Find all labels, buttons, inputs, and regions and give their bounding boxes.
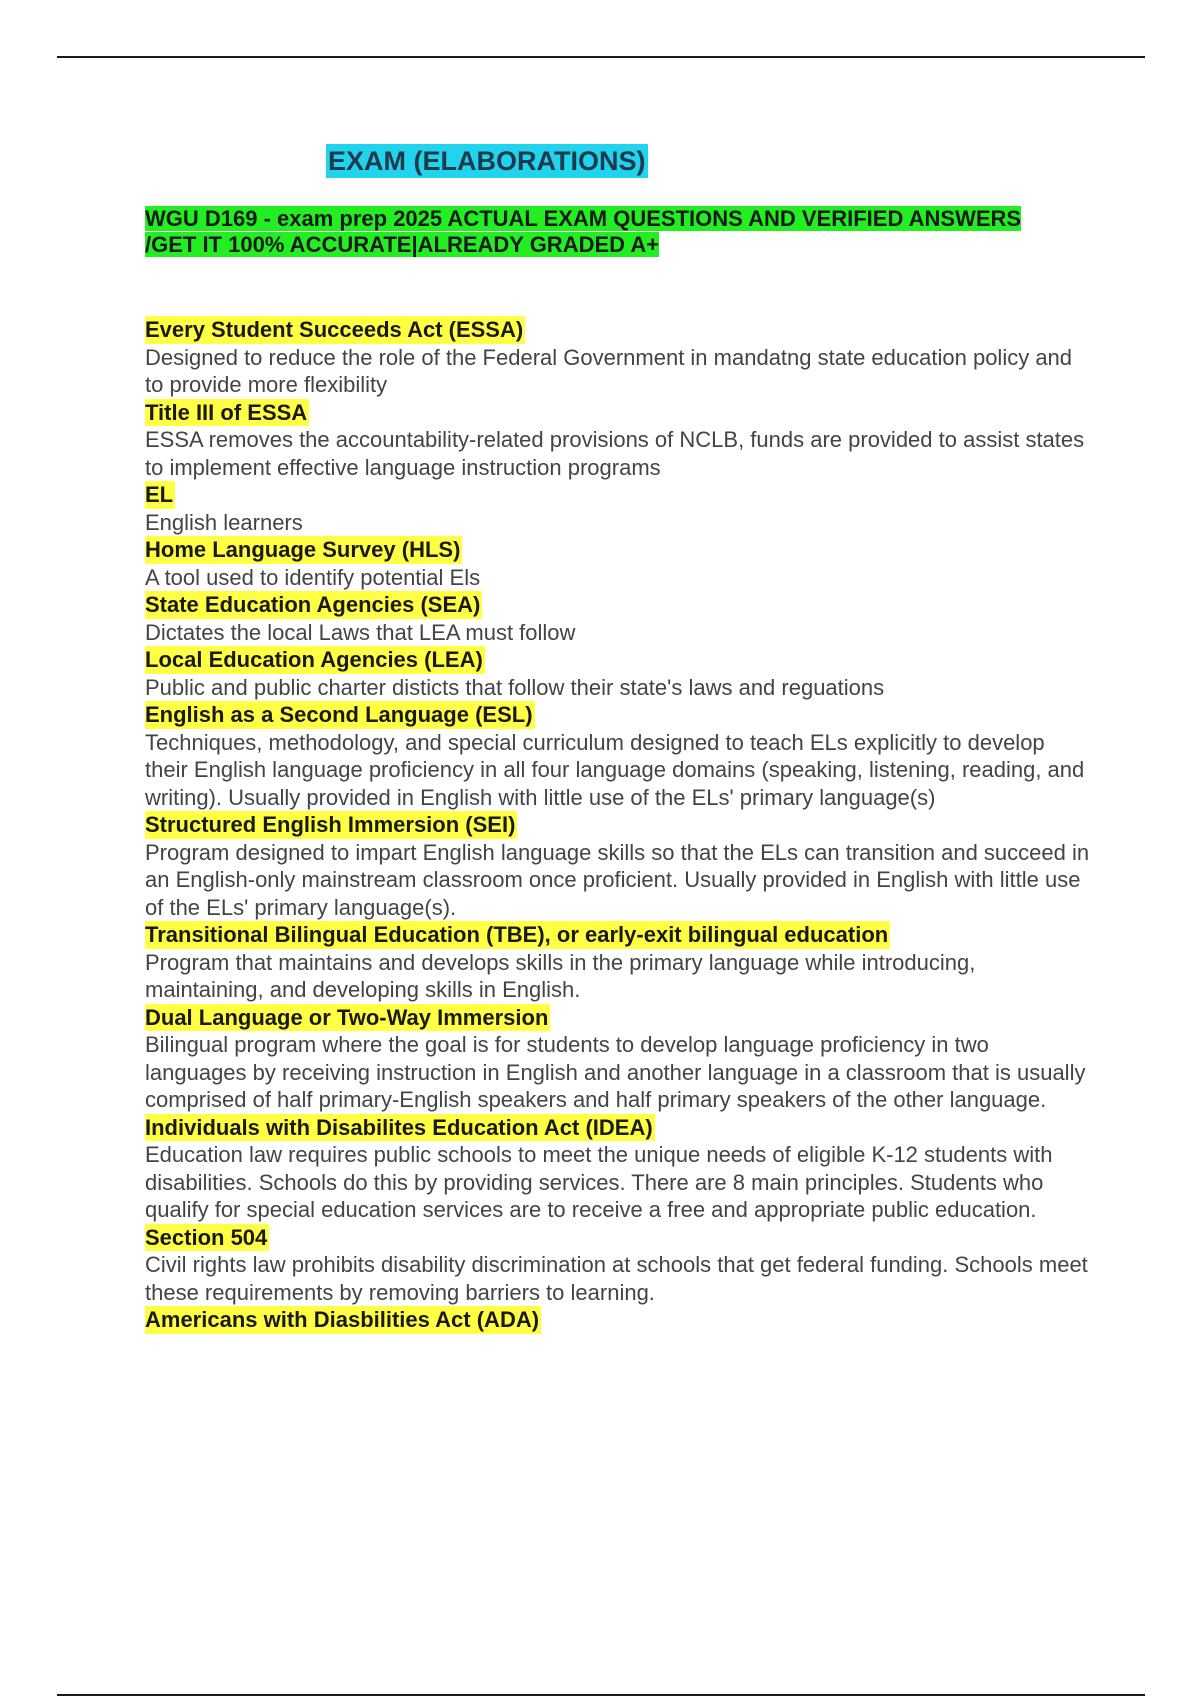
- glossary-term: Dual Language or Two-Way Immersion: [145, 1004, 549, 1030]
- document-title: EXAM (ELABORATIONS): [328, 146, 646, 176]
- glossary-entry: [145, 921, 1090, 1004]
- glossary-definition: Designed to reduce the role of the Federal Government in mandatng state education policy and to provide more flexibility: [145, 344, 1073, 397]
- bottom-rule: [57, 1694, 1145, 1696]
- glossary-definition: Techniques, methodology, and special curriculum designed to teach ELs explicitly to develop their English language proficiency in all four language domains (speaking, listening, reading, and writing). Usually provided in English with little use of the ELs' primary language(s): [145, 729, 1085, 810]
- glossary-definition: Bilingual program where the goal is for students to develop language proficiency in two languages by receiving instruction in English and another language in a classroom that is usually comprised of half primary-English speakers and half primary speakers of the other language.: [145, 1032, 1086, 1112]
- glossary-entry: [145, 316, 1090, 399]
- glossary-term: Structured English Immersion (SEI): [145, 812, 516, 837]
- glossary-entry: [145, 1114, 1090, 1224]
- glossary-entries: [145, 316, 1090, 1334]
- glossary-term: Americans with Diasbilities Act (ADA): [145, 1307, 540, 1332]
- glossary-definition: Program that maintains and develops skills in the primary language while introducing, maintaining, and developing skills in English.: [145, 949, 976, 1002]
- glossary-definition: A tool used to identify potential Els: [145, 564, 481, 590]
- glossary-entry: [145, 701, 1090, 811]
- top-rule: [57, 56, 1145, 58]
- glossary-definition: Program designed to impart English language skills so that the ELs can transition and succeed in an English-only mainstream classroom once proficient. Usually provided in English with little use of the ELs' primary language(s).: [145, 839, 1090, 920]
- glossary-entry: [145, 1224, 1090, 1307]
- glossary-definition: ESSA removes the accountability-related provisions of NCLB, funds are provided to assist states to implement effective language instruction programs: [145, 427, 1085, 480]
- glossary-term: Every Student Succeeds Act (ESSA): [145, 317, 524, 342]
- glossary-term: Title III of ESSA: [145, 399, 308, 425]
- glossary-definition: English learners: [145, 509, 303, 535]
- glossary-entry: [145, 646, 1090, 701]
- document-subtitle: [145, 206, 1045, 258]
- glossary-term: State Education Agencies (SEA): [145, 592, 481, 617]
- glossary-definition: Public and public charter disticts that follow their state's laws and reguations: [145, 674, 885, 700]
- glossary-term: Home Language Survey (HLS): [145, 537, 461, 562]
- glossary-entry: [145, 1306, 1090, 1334]
- glossary-definition: Dictates the local Laws that LEA must follow: [145, 619, 576, 645]
- glossary-term: Local Education Agencies (LEA): [145, 647, 483, 672]
- glossary-entry: [145, 399, 1090, 482]
- glossary-entry: [145, 536, 1090, 591]
- glossary-entry: [145, 481, 1090, 536]
- glossary-entry: [145, 811, 1090, 921]
- glossary-term: Transitional Bilingual Education (TBE), or early-exit bilingual education: [145, 922, 889, 947]
- glossary-term: Individuals with Disabilites Education Act (IDEA): [145, 1114, 653, 1140]
- glossary-term: English as a Second Language (ESL): [145, 702, 533, 727]
- subtitle-text: WGU D169 - exam prep 2025 ACTUAL EXAM QUESTIONS AND VERIFIED ANSWERS /GET IT 100% ACCURATE|ALREADY GRADED A+: [145, 206, 1022, 257]
- glossary-entry: [145, 1004, 1090, 1114]
- glossary-entry: [145, 591, 1090, 646]
- glossary-term: EL: [145, 482, 174, 507]
- glossary-term: Section 504: [145, 1224, 268, 1250]
- glossary-definition: Civil rights law prohibits disability discrimination at schools that get federal funding. Schools meet these requirements by removing barriers to learning.: [145, 1252, 1088, 1305]
- glossary-definition: Education law requires public schools to meet the unique needs of eligible K-12 students with disabilities. Schools do this by providing services. There are 8 main principles. Students who qualify for special education services are to receive a free and appropriate public education.: [145, 1142, 1053, 1222]
